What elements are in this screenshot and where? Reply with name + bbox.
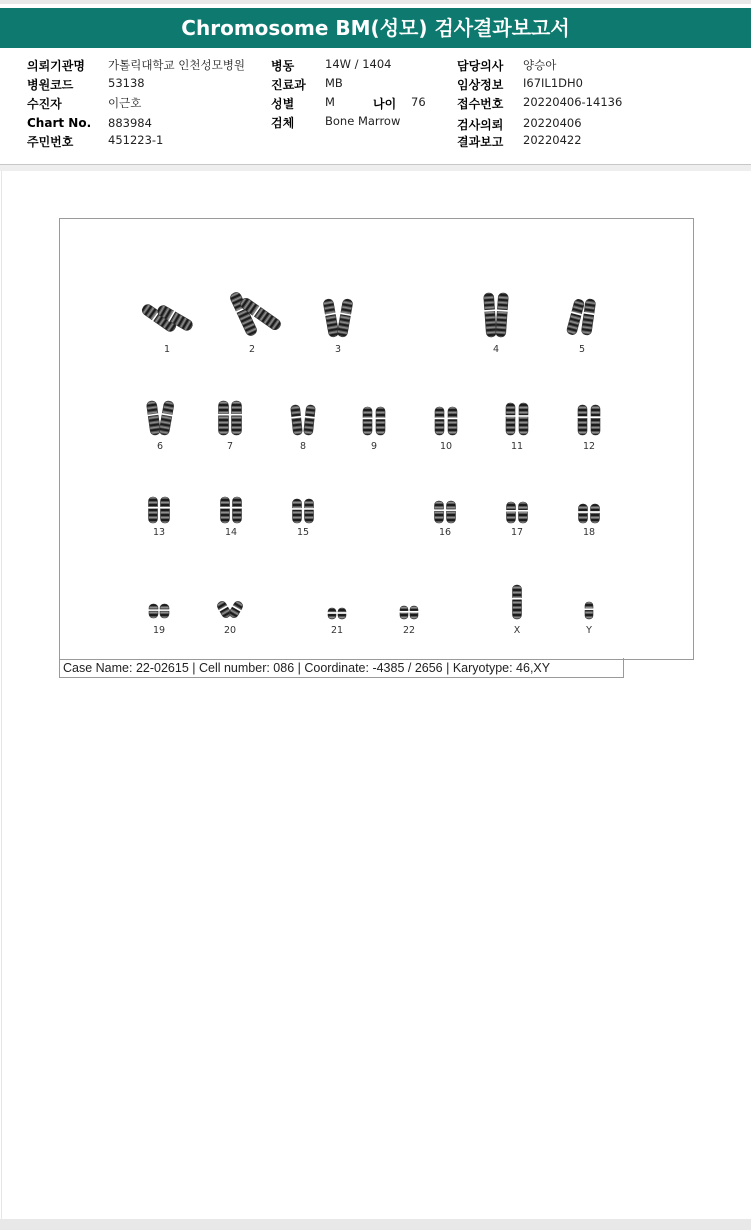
chromosome-label-2: 2 — [248, 344, 256, 355]
bottom-edge — [0, 1219, 751, 1230]
chromosome-16-copy-2 — [447, 501, 456, 523]
centromere-mark — [448, 418, 458, 420]
chromosome-label-7: 7 — [226, 441, 234, 452]
chromosome-pair-9 — [363, 407, 386, 452]
chromosome-label-x: X — [513, 625, 521, 636]
chromosome-label-5: 5 — [578, 344, 586, 355]
chromosome-16-copy-1 — [435, 501, 444, 523]
centromere-mark — [446, 509, 456, 511]
chromosome-pair-18 — [578, 504, 600, 538]
label-request-date: 검사의뢰 — [457, 118, 504, 132]
centromere-mark — [304, 508, 314, 510]
label-patient-name: 수진자 — [27, 97, 62, 111]
chromosome-19-copy-1 — [149, 604, 158, 618]
centromere-mark — [578, 511, 588, 513]
chromosome-pair-3 — [323, 298, 353, 355]
chromosome-pair-11 — [506, 403, 529, 452]
chromosome-pair-12 — [578, 405, 601, 452]
chromosome-label-1: 1 — [163, 344, 171, 355]
centromere-mark — [400, 611, 409, 613]
chromosome-8-copy-1 — [290, 405, 302, 436]
centromere-mark — [328, 612, 337, 614]
value-ward: 14W / 1404 — [325, 57, 392, 71]
chromosome-4-copy-2 — [495, 293, 508, 338]
value-sex: M — [325, 95, 335, 109]
centromere-mark — [512, 598, 522, 600]
chromosome-label-3: 3 — [334, 344, 342, 355]
chromosome-15-copy-2 — [305, 499, 314, 523]
chromosome-19-copy-2 — [160, 604, 169, 618]
label-ward: 병동 — [271, 59, 295, 73]
chromosome-label-15: 15 — [296, 527, 310, 538]
value-requesting-institution: 가톨릭대학교 인천성모병원 — [108, 58, 245, 72]
karyogram-svg — [60, 219, 693, 659]
chromosome-label-21: 21 — [330, 625, 344, 636]
chromosome-y-copy-1 — [585, 602, 593, 619]
chromosome-label-6: 6 — [156, 441, 164, 452]
chromosome-label-17: 17 — [510, 527, 524, 538]
chromosome-label-11: 11 — [510, 441, 524, 452]
chromosome-pair-21 — [328, 608, 347, 636]
value-request-date: 20220406 — [523, 116, 582, 130]
centromere-mark — [518, 510, 528, 512]
value-physician: 양승아 — [523, 58, 557, 72]
centromere-mark — [160, 507, 170, 509]
centromere-mark — [232, 507, 242, 509]
chromosome-label-18: 18 — [582, 527, 596, 538]
chromosome-pair-19 — [149, 604, 170, 636]
chromosome-pair-10 — [435, 407, 458, 452]
label-report-date: 결과보고 — [457, 135, 504, 149]
chromosome-pair-2 — [229, 291, 283, 355]
value-chart-no: 883984 — [108, 116, 152, 130]
centromere-mark — [376, 418, 386, 420]
chromosome-label-19: 19 — [152, 625, 166, 636]
chromosome-label-8: 8 — [299, 441, 307, 452]
chromosome-14-copy-1 — [221, 497, 230, 523]
chromosome-label-9: 9 — [370, 441, 378, 452]
centromere-mark — [231, 414, 242, 416]
karyogram-caption: Case Name: 22-02615 | Cell number: 086 | Coordinate: -4385 / 2656 | Karyotype: 46,XY — [59, 658, 624, 678]
chromosome-20-copy-2 — [228, 600, 244, 619]
centromere-mark — [591, 416, 601, 418]
centromere-mark — [148, 507, 158, 509]
label-physician: 담당의사 — [457, 59, 504, 73]
label-specimen: 검체 — [271, 116, 295, 130]
chromosome-11-copy-2 — [519, 403, 528, 435]
chromosome-x-copy-1 — [513, 585, 522, 619]
centromere-mark — [218, 414, 229, 416]
value-patient-name: 이근호 — [108, 96, 142, 110]
label-requesting-institution: 의뢰기관명 — [27, 59, 85, 73]
chromosome-pair-15 — [292, 499, 314, 538]
chromosome-pair-14 — [220, 497, 242, 538]
centromere-mark — [149, 609, 159, 611]
chromosome-9-copy-2 — [376, 407, 385, 435]
chromosome-label-16: 16 — [438, 527, 452, 538]
value-clinical-info: I67IL1DH0 — [523, 76, 583, 90]
chromosome-pair-y — [585, 602, 594, 636]
chromosome-15-copy-1 — [293, 499, 302, 523]
centromere-mark — [363, 418, 373, 420]
chromosome-12-copy-1 — [578, 405, 587, 435]
value-resident-number: 451223-1 — [108, 133, 164, 147]
chromosome-pair-5 — [566, 298, 596, 355]
chromosome-label-22: 22 — [402, 625, 416, 636]
centromere-mark — [220, 507, 230, 509]
chromosome-label-13: 13 — [152, 527, 166, 538]
value-department: MB — [325, 76, 343, 90]
chromosome-10-copy-1 — [435, 407, 444, 435]
label-resident-number: 주민번호 — [27, 135, 74, 149]
chromosome-pair-22 — [400, 606, 419, 636]
value-accession-number: 20220406-14136 — [523, 95, 623, 109]
chromosome-pair-13 — [148, 497, 170, 538]
label-hospital-code: 병원코드 — [27, 78, 74, 92]
centromere-mark — [519, 415, 529, 417]
chromosome-pair-x — [512, 585, 522, 636]
chromosome-7-copy-1 — [219, 401, 229, 435]
chromosome-pair-20 — [216, 600, 244, 636]
chromosome-13-copy-1 — [149, 497, 158, 523]
chromosome-pair-4 — [483, 293, 508, 355]
chromosome-pair-17 — [506, 502, 528, 538]
label-age: 나이 — [373, 97, 397, 111]
centromere-mark — [506, 415, 516, 417]
centromere-mark — [585, 608, 594, 610]
chromosome-pair-6 — [146, 400, 174, 452]
patient-info-section — [0, 48, 751, 165]
centromere-mark — [338, 612, 347, 614]
label-department: 진료과 — [271, 78, 306, 92]
chromosome-label-y: Y — [586, 625, 592, 636]
centromere-mark — [578, 416, 588, 418]
label-chart-no: Chart No. — [27, 116, 92, 130]
chromosome-label-12: 12 — [582, 441, 596, 452]
chromosome-18-copy-1 — [579, 504, 588, 523]
value-hospital-code: 53138 — [108, 76, 145, 90]
value-age: 76 — [411, 95, 426, 109]
value-report-date: 20220422 — [523, 133, 582, 147]
centromere-mark — [434, 509, 444, 511]
chromosome-pair-7 — [218, 401, 242, 452]
chromosome-pair-8 — [290, 405, 315, 452]
centromere-mark — [435, 418, 445, 420]
chromosome-pair-1 — [140, 303, 194, 355]
label-sex: 성별 — [271, 97, 295, 111]
chromosome-13-copy-2 — [161, 497, 170, 523]
chromosome-6-copy-1 — [146, 400, 161, 435]
chromosome-17-copy-2 — [519, 502, 528, 523]
centromere-mark — [160, 609, 170, 611]
chromosome-14-copy-2 — [233, 497, 242, 523]
top-edge — [0, 0, 751, 4]
label-accession-number: 접수번호 — [457, 97, 504, 111]
chromosome-label-14: 14 — [224, 527, 238, 538]
chromosome-4-copy-1 — [483, 293, 496, 338]
chromosome-label-4: 4 — [492, 344, 500, 355]
label-clinical-info: 임상정보 — [457, 78, 504, 92]
chromosome-label-10: 10 — [439, 441, 453, 452]
chromosome-3-copy-1 — [323, 298, 339, 337]
centromere-mark — [410, 611, 419, 613]
chromosome-20-copy-1 — [216, 600, 232, 619]
centromere-mark — [506, 510, 516, 512]
chromosome-18-copy-2 — [591, 504, 600, 523]
chromosome-9-copy-1 — [363, 407, 372, 435]
chromosome-label-20: 20 — [223, 625, 237, 636]
centromere-mark — [590, 511, 600, 513]
chromosome-12-copy-2 — [591, 405, 600, 435]
chromosome-pair-16 — [434, 501, 456, 538]
report-title: Chromosome BM(성모) 검사결과보고서 — [0, 8, 751, 48]
chromosome-17-copy-1 — [507, 502, 516, 523]
chromosome-3-copy-2 — [337, 298, 353, 337]
karyogram-image — [59, 218, 694, 660]
chromosome-10-copy-2 — [448, 407, 457, 435]
chromosome-7-copy-2 — [232, 401, 242, 435]
centromere-mark — [292, 508, 302, 510]
chromosome-6-copy-2 — [159, 400, 175, 435]
chromosome-8-copy-2 — [303, 405, 315, 436]
value-specimen: Bone Marrow — [325, 114, 401, 128]
chromosome-11-copy-1 — [506, 403, 515, 435]
